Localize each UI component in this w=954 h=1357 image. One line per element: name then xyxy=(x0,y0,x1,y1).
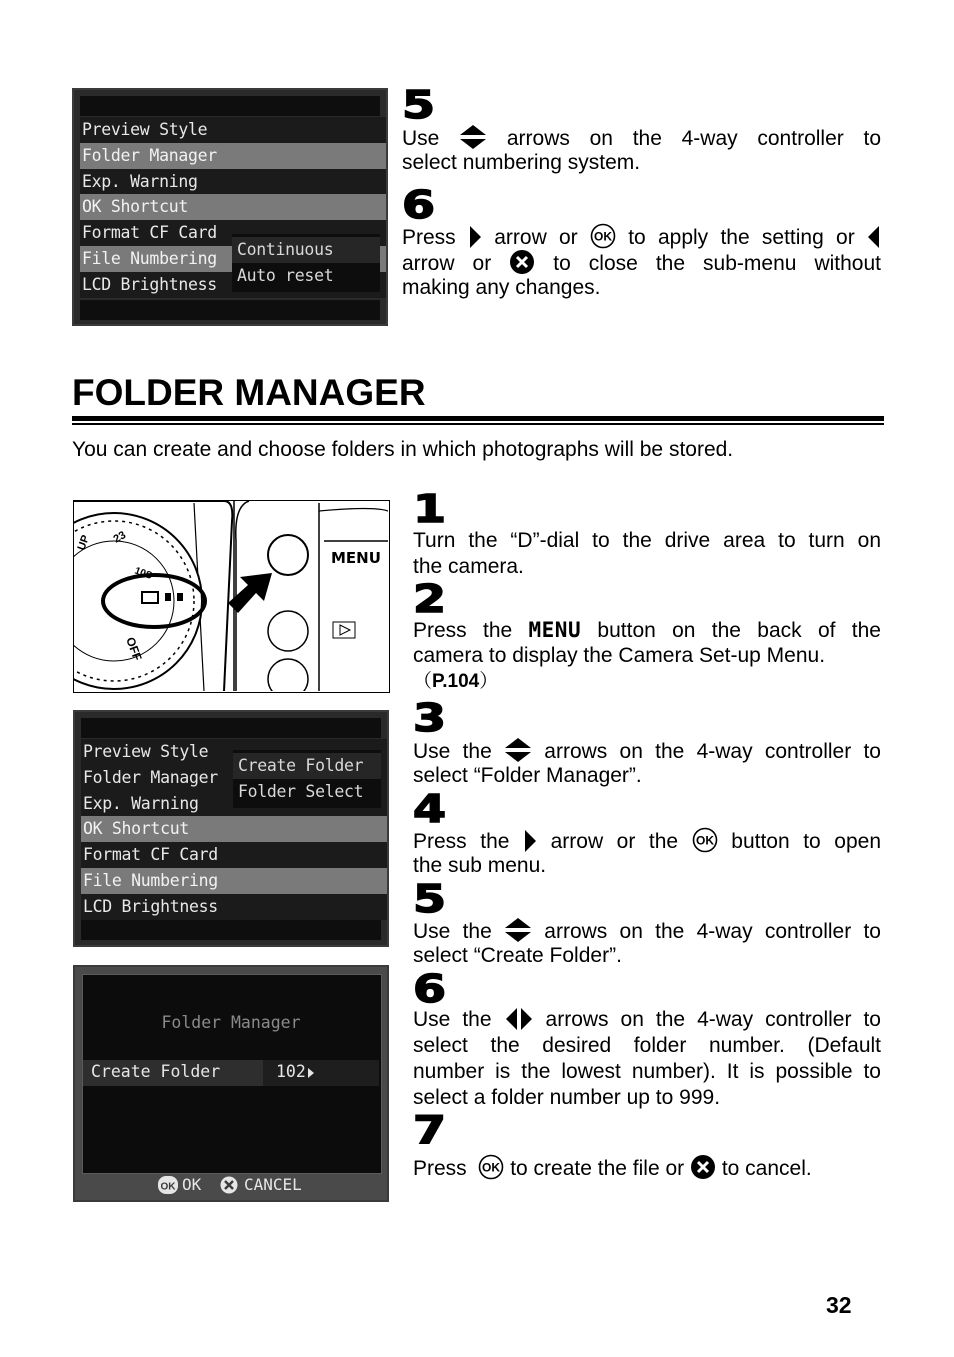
step-6-text xyxy=(413,1007,881,1111)
text: select “Create Folder”. xyxy=(413,944,622,967)
step-number: 6 xyxy=(413,967,447,1011)
text: Use xyxy=(402,127,440,150)
menu-item: Preview Style xyxy=(81,739,387,765)
lcd-top-band xyxy=(81,718,381,738)
folder-number: 102 xyxy=(276,1062,306,1081)
section-title: FOLDER MANAGER xyxy=(72,372,426,413)
page-number: 32 xyxy=(826,1292,852,1318)
menu-item-selected: Folder Manager xyxy=(81,765,387,791)
ok-button-icon xyxy=(692,827,718,853)
step-4-text xyxy=(413,827,881,879)
step-number: 3 xyxy=(413,696,447,740)
camera-illustration xyxy=(73,500,390,693)
left-right-arrows-icon xyxy=(504,1007,534,1031)
text: to cancel. xyxy=(721,1157,812,1180)
ok-label: OK xyxy=(182,1175,202,1194)
text: Press xyxy=(413,1157,467,1180)
text: camera to display the Camera Set-up Menu. xyxy=(413,644,826,667)
create-folder-label: Create Folder xyxy=(91,1062,221,1081)
text: button on the back of the xyxy=(597,619,881,642)
submenu-item: Auto reset xyxy=(237,265,334,285)
numbering-submenu xyxy=(232,234,380,292)
ok-button-icon xyxy=(158,1176,178,1194)
cancel-label: CANCEL xyxy=(244,1175,302,1194)
menu-item: OK Shortcut xyxy=(80,194,386,220)
submenu-item: Folder Select xyxy=(238,781,364,801)
step-number: 2 xyxy=(413,577,447,621)
page-reference xyxy=(413,669,881,695)
menu-button-label: MENU xyxy=(528,618,582,642)
menu-item: Preview Style xyxy=(80,117,386,143)
text: Use the xyxy=(413,920,492,943)
text: select the desired folder number. (Default xyxy=(413,1034,881,1057)
text: arrow or the xyxy=(550,830,679,853)
text: Use the xyxy=(413,740,492,763)
text: Use the xyxy=(413,1008,492,1031)
menu-item: Folder Manager xyxy=(80,143,386,169)
step-number: 4 xyxy=(413,787,447,831)
up-down-arrows-icon xyxy=(504,737,532,763)
folder-submenu xyxy=(233,750,381,808)
dial-mark-up: UP xyxy=(75,533,93,553)
text: arrow or xyxy=(402,252,492,275)
svg-text:OK: OK xyxy=(482,1160,501,1175)
text: arrow or xyxy=(494,226,578,249)
text: Turn the “D”-dial to the drive area to turn on xyxy=(413,529,881,552)
menu-item: Format CF Card xyxy=(81,842,387,868)
step-number: 7 xyxy=(413,1108,447,1152)
lcd-top-band xyxy=(80,96,380,116)
page-ref: P.104 xyxy=(432,671,480,692)
submenu-item: Continuous xyxy=(232,237,380,263)
menu-item: LCD Brightness xyxy=(81,894,387,920)
text: arrows on the 4-way controller to xyxy=(544,920,881,943)
dialog-body xyxy=(82,974,382,1174)
menu-item: OK Shortcut xyxy=(81,816,387,842)
section-intro: You can create and choose folders in which photographs will be stored. xyxy=(72,438,734,461)
step-2-text xyxy=(413,617,881,695)
lcd-footer xyxy=(82,1173,382,1197)
text: Press the xyxy=(413,830,510,853)
lcd-screen-folder-manager xyxy=(73,710,389,947)
cancel-button-icon xyxy=(690,1154,716,1180)
menu-item-selected: File Numbering xyxy=(80,246,386,272)
ok-button-icon xyxy=(478,1154,504,1180)
text: arrows on the 4-way controller to xyxy=(545,1008,881,1031)
step-number: 5 xyxy=(413,877,447,921)
dial-mark-23: 23 xyxy=(111,529,129,546)
text: to apply the setting or xyxy=(628,226,855,249)
text: arrows on the 4-way controller to xyxy=(506,127,882,150)
menu-item: Exp. Warning xyxy=(81,791,387,817)
text: arrows on the 4-way controller to xyxy=(544,740,881,763)
svg-text:OK: OK xyxy=(593,229,612,244)
svg-text:OK: OK xyxy=(695,833,714,848)
step-5-top-text xyxy=(402,124,881,176)
dial-mark-off: OFF xyxy=(123,635,145,663)
right-arrow-icon xyxy=(468,225,482,249)
step-1-text xyxy=(413,528,881,580)
right-arrow-icon xyxy=(308,1068,314,1078)
paren: （ xyxy=(413,671,433,692)
title-rule xyxy=(72,416,884,421)
text: select a folder number up to 999. xyxy=(413,1086,721,1109)
step-number: 1 xyxy=(413,487,447,531)
menu-button-label: MENU xyxy=(331,549,381,567)
up-down-arrows-icon xyxy=(504,917,532,943)
step-number: 6 xyxy=(402,183,436,227)
left-arrow-icon xyxy=(867,225,881,249)
text: Press xyxy=(402,226,456,249)
camera-drawing xyxy=(74,501,388,691)
menu-item: File Numbering xyxy=(81,868,387,894)
lcd-bottom-band xyxy=(81,920,381,940)
lcd-bottom-band xyxy=(80,300,380,320)
text: Press the xyxy=(413,619,513,642)
text: to close the sub-menu without xyxy=(553,252,881,275)
lcd-screen-numbering xyxy=(72,88,388,326)
create-folder-row xyxy=(83,1060,379,1086)
submenu-item: Create Folder xyxy=(233,753,381,779)
cancel-button-icon xyxy=(220,1176,238,1194)
text: the sub menu. xyxy=(413,854,547,877)
title-rule-thin xyxy=(72,423,884,425)
step-7-text xyxy=(413,1154,881,1180)
step-number: 5 xyxy=(402,83,436,127)
step-6-top-text xyxy=(402,223,881,301)
text: number is the lowest number). It is possible to xyxy=(413,1060,881,1083)
lcd-screen-create-folder xyxy=(73,965,389,1202)
text: making any changes. xyxy=(402,276,601,299)
ok-button-icon xyxy=(590,223,616,249)
dialog-title: Folder Manager xyxy=(161,1013,301,1032)
text: select “Folder Manager”. xyxy=(413,764,642,787)
text: select numbering system. xyxy=(402,151,641,174)
text: to create the file or xyxy=(510,1157,685,1180)
svg-text:OK: OK xyxy=(160,1181,176,1193)
menu-item: Exp. Warning xyxy=(80,169,386,195)
menu-item: LCD Brightness xyxy=(80,272,386,298)
up-down-arrows-icon xyxy=(459,124,487,150)
menu-item: Format CF Card xyxy=(80,220,386,246)
text: the camera. xyxy=(413,555,524,578)
step-5-text xyxy=(413,917,881,969)
right-arrow-icon xyxy=(523,829,537,853)
step-3-text xyxy=(413,737,881,789)
dial-mark-10s: 10S xyxy=(132,565,154,582)
text: button to open xyxy=(731,830,882,853)
paren: ） xyxy=(479,671,499,692)
cancel-button-icon xyxy=(509,249,535,275)
